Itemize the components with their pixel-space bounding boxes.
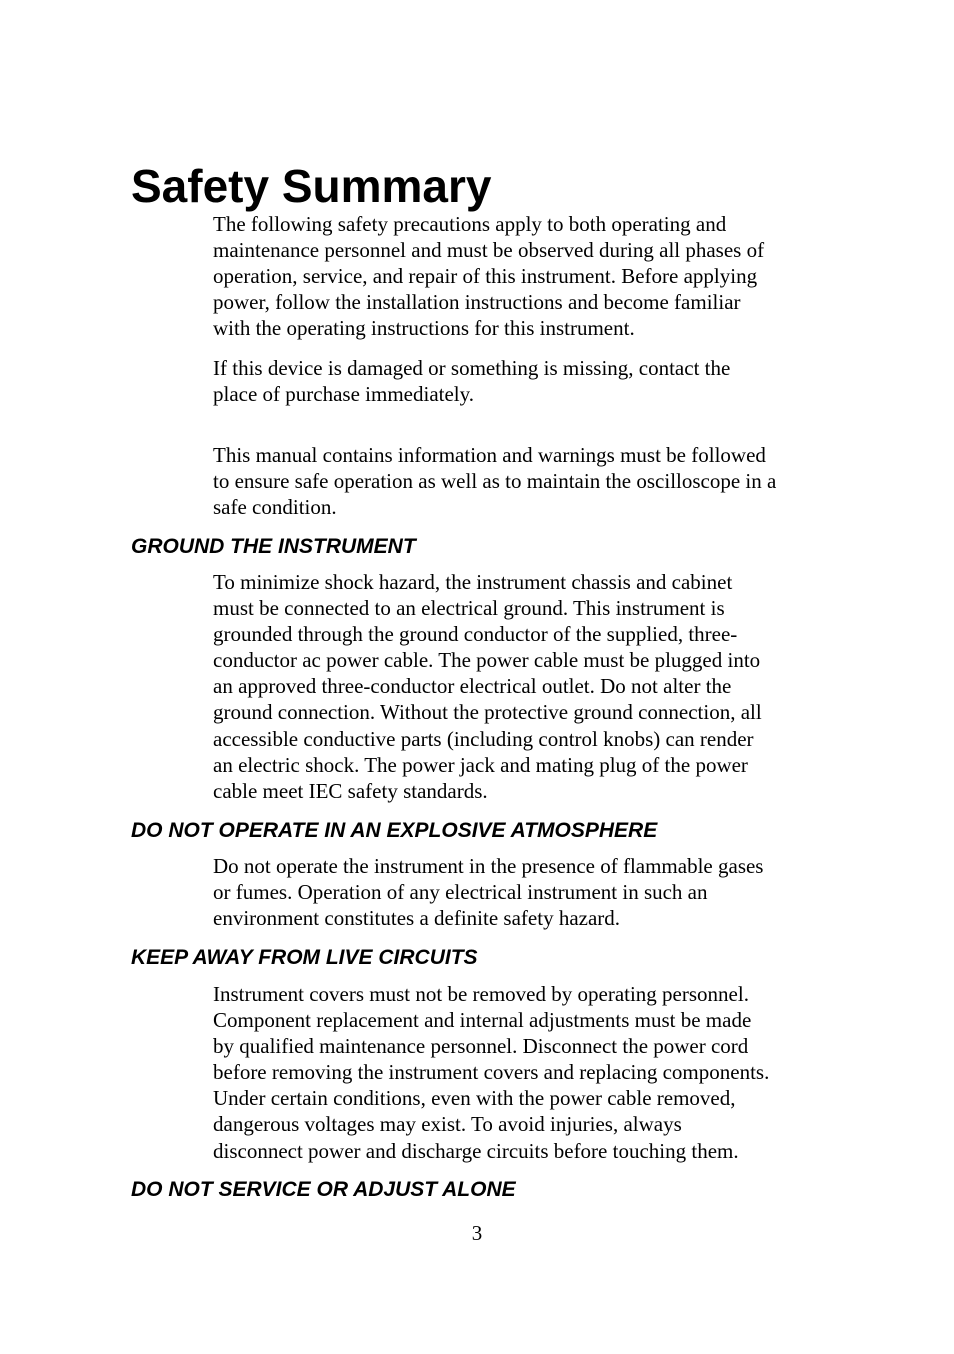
text-line: to ensure safe operation as well as to maintain the oscilloscope in a xyxy=(213,469,777,494)
text-line: by qualified maintenance personnel. Disconnect the power cord xyxy=(213,1034,749,1059)
page-title: Safety Summary xyxy=(131,160,492,212)
text-line: power, follow the installation instructions and become familiar xyxy=(213,290,741,315)
text-line: dangerous voltages may exist. To avoid injuries, always xyxy=(213,1112,682,1137)
text-line: or fumes. Operation of any electrical instrument in such an xyxy=(213,880,708,905)
text-line: conductor ac power cable. The power cable must be plugged into xyxy=(213,648,761,673)
text-line: safe condition. xyxy=(213,495,337,520)
text-line: accessible conductive parts (including control knobs) can render xyxy=(213,726,754,751)
text-line: grounded through the ground conductor of the supplied, three- xyxy=(213,622,738,647)
text-line: environment constitutes a definite safety hazard. xyxy=(213,906,621,931)
text-line: before removing the instrument covers and replacing components. xyxy=(213,1060,770,1085)
text-line: operation, service, and repair of this instrument. Before applying xyxy=(213,264,758,289)
intro-paragraph-warnings xyxy=(213,442,776,520)
text-line: place of purchase immediately. xyxy=(213,382,475,407)
text-line: ground connection. Without the protective ground connection, all xyxy=(213,700,762,725)
text-line: Instrument covers must not be removed by operating personnel. xyxy=(213,982,749,1006)
text-line: cable meet IEC safety standards. xyxy=(213,778,488,803)
text-line: Do not operate the instrument in the presence of flammable gases xyxy=(213,854,764,878)
intro-paragraph-damage xyxy=(213,355,730,407)
section-body-live-circuits xyxy=(213,981,769,1164)
page-number: 3 xyxy=(471,1221,483,1245)
section-body-ground xyxy=(213,569,762,804)
section-heading-explosive-atmosphere: DO NOT OPERATE IN AN EXPLOSIVE ATMOSPHERE xyxy=(131,819,658,842)
section-body-explosive-atmosphere xyxy=(213,853,763,931)
section-heading-service-alone: DO NOT SERVICE OR ADJUST ALONE xyxy=(131,1178,516,1201)
section-heading-ground: GROUND THE INSTRUMENT xyxy=(131,535,416,558)
text-line: Under certain conditions, even with the power cable removed, xyxy=(213,1086,736,1111)
text-line: must be connected to an electrical ground. This instrument is xyxy=(213,596,725,621)
text-line: Component replacement and internal adjustments must be made xyxy=(213,1008,752,1033)
text-line: an electric shock. The power jack and mating plug of the power xyxy=(213,752,748,777)
text-line: maintenance personnel and must be observed during all phases of xyxy=(213,238,765,263)
section-heading-live-circuits: KEEP AWAY FROM LIVE CIRCUITS xyxy=(131,946,478,969)
text-line: with the operating instructions for this instrument. xyxy=(213,316,635,341)
text-line: disconnect power and discharge circuits before touching them. xyxy=(213,1138,739,1163)
text-line: To minimize shock hazard, the instrument chassis and cabinet xyxy=(213,570,733,594)
intro-paragraph-precautions xyxy=(213,211,764,341)
text-line: The following safety precautions apply to both operating and xyxy=(213,212,727,236)
text-line: If this device is damaged or something is missing, contact the xyxy=(213,356,731,380)
text-line: This manual contains information and warnings must be followed xyxy=(213,443,766,467)
text-line: an approved three-conductor electrical outlet. Do not alter the xyxy=(213,674,732,699)
